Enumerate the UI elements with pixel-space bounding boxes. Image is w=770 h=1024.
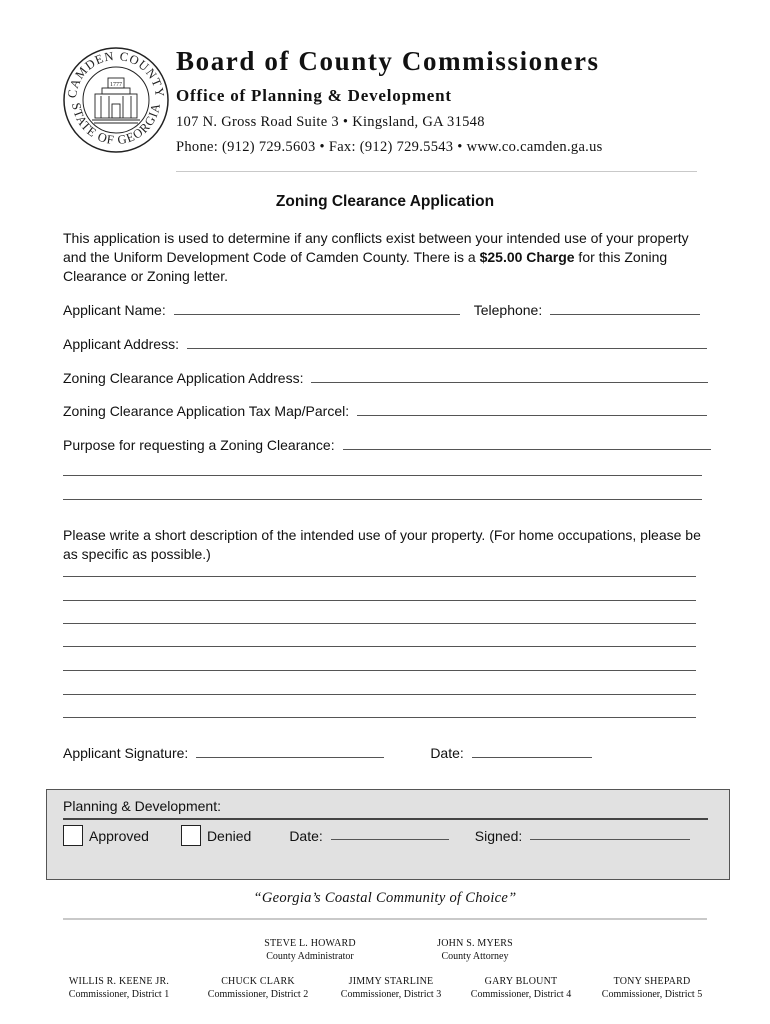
commissioner-entry: WILLIS R. KEENE JR. Commissioner, District 1 bbox=[68, 976, 170, 1000]
description-line[interactable] bbox=[63, 600, 696, 601]
purpose-input[interactable] bbox=[343, 448, 711, 450]
date-input[interactable] bbox=[472, 756, 592, 758]
motto: “Georgia’s Coastal Community of Choice” bbox=[253, 890, 517, 906]
applicant-name-row bbox=[63, 302, 700, 318]
staff-entry: STEVE L. HOWARD County Administrator bbox=[264, 938, 356, 962]
tax-map-input[interactable] bbox=[357, 414, 707, 416]
svg-text:1777: 1777 bbox=[110, 82, 122, 88]
form-title: Zoning Clearance Application bbox=[275, 193, 495, 210]
denied-label: Denied bbox=[206, 827, 252, 844]
seal-top-text: CAMDEN COUNTY bbox=[64, 48, 168, 99]
office-date-input[interactable] bbox=[331, 838, 449, 840]
description-line[interactable] bbox=[63, 670, 696, 671]
signed-label: Signed: bbox=[474, 827, 523, 844]
office-use-label: Planning & Development: bbox=[63, 798, 221, 814]
intro-paragraph: This application is used to determine if any conflicts exist between your intended use of your property and the Uniform Development Code of Camden County. There is a $25.00 Charge for this Zoning Clearance or Zoning letter. bbox=[63, 230, 689, 284]
application-address-row bbox=[63, 370, 708, 386]
header-title: Board of County Commissioners bbox=[176, 46, 600, 76]
approved-label: Approved bbox=[89, 827, 149, 844]
tax-map-row bbox=[63, 403, 707, 419]
courthouse-icon bbox=[92, 78, 140, 123]
office-use-divider bbox=[63, 818, 708, 820]
telephone-input[interactable] bbox=[550, 313, 700, 315]
commissioner-entry: GARY BLOUNT Commissioner, District 4 bbox=[470, 976, 572, 1000]
applicant-address-label: Applicant Address: bbox=[63, 336, 179, 352]
applicant-address-input[interactable] bbox=[187, 347, 707, 349]
applicant-name-input[interactable] bbox=[174, 313, 460, 315]
signature-row bbox=[63, 745, 592, 761]
header-contact: Phone: (912) 729.5603 • Fax: (912) 729.5543 • www.co.camden.ga.us bbox=[176, 139, 603, 155]
date-label: Date: bbox=[430, 745, 464, 761]
telephone-label: Telephone: bbox=[473, 302, 543, 318]
commissioner-entry: JIMMY STARLINE Commissioner, District 3 bbox=[340, 976, 442, 1000]
application-address-input[interactable] bbox=[311, 381, 708, 383]
header-divider bbox=[176, 171, 697, 172]
signature-input[interactable] bbox=[196, 756, 384, 758]
denied-checkbox[interactable] bbox=[181, 825, 201, 846]
purpose-row bbox=[63, 437, 711, 453]
charge-amount: $25.00 Charge bbox=[479, 249, 575, 265]
applicant-name-label: Applicant Name: bbox=[63, 302, 166, 318]
staff-entry: JOHN S. MYERS County Attorney bbox=[437, 938, 513, 962]
header-address: 107 N. Gross Road Suite 3 • Kingsland, GA 31548 bbox=[176, 114, 485, 130]
approved-checkbox[interactable] bbox=[63, 825, 83, 846]
office-use-row bbox=[63, 825, 690, 846]
commissioner-entry: CHUCK CLARK Commissioner, District 2 bbox=[207, 976, 309, 1000]
footer-divider bbox=[63, 918, 707, 920]
application-address-label: Zoning Clearance Application Address: bbox=[63, 370, 304, 386]
description-line[interactable] bbox=[63, 576, 696, 577]
county-seal-logo bbox=[62, 46, 170, 154]
signature-label: Applicant Signature: bbox=[63, 745, 189, 761]
seal-bottom-text: STATE OF GEORGIA bbox=[69, 101, 164, 148]
signed-input[interactable] bbox=[530, 838, 690, 840]
svg-text:CAMDEN COUNTY bbox=[65, 49, 167, 99]
description-line[interactable] bbox=[63, 717, 696, 718]
office-date-label: Date: bbox=[289, 827, 323, 844]
description-line[interactable] bbox=[63, 623, 696, 624]
tax-map-label: Zoning Clearance Application Tax Map/Parcel: bbox=[63, 403, 350, 419]
commissioner-entry: TONY SHEPARD Commissioner, District 5 bbox=[601, 976, 703, 1000]
purpose-line[interactable] bbox=[63, 475, 702, 476]
header-office: Office of Planning & Development bbox=[176, 86, 452, 105]
purpose-line[interactable] bbox=[63, 499, 702, 500]
description-prompt: Please write a short description of the intended use of your property. (For home occupations, please be as specific as possible.) bbox=[63, 527, 701, 562]
description-line[interactable] bbox=[63, 694, 696, 695]
applicant-address-row bbox=[63, 336, 707, 352]
description-line[interactable] bbox=[63, 646, 696, 647]
purpose-label: Purpose for requesting a Zoning Clearance: bbox=[63, 437, 335, 453]
